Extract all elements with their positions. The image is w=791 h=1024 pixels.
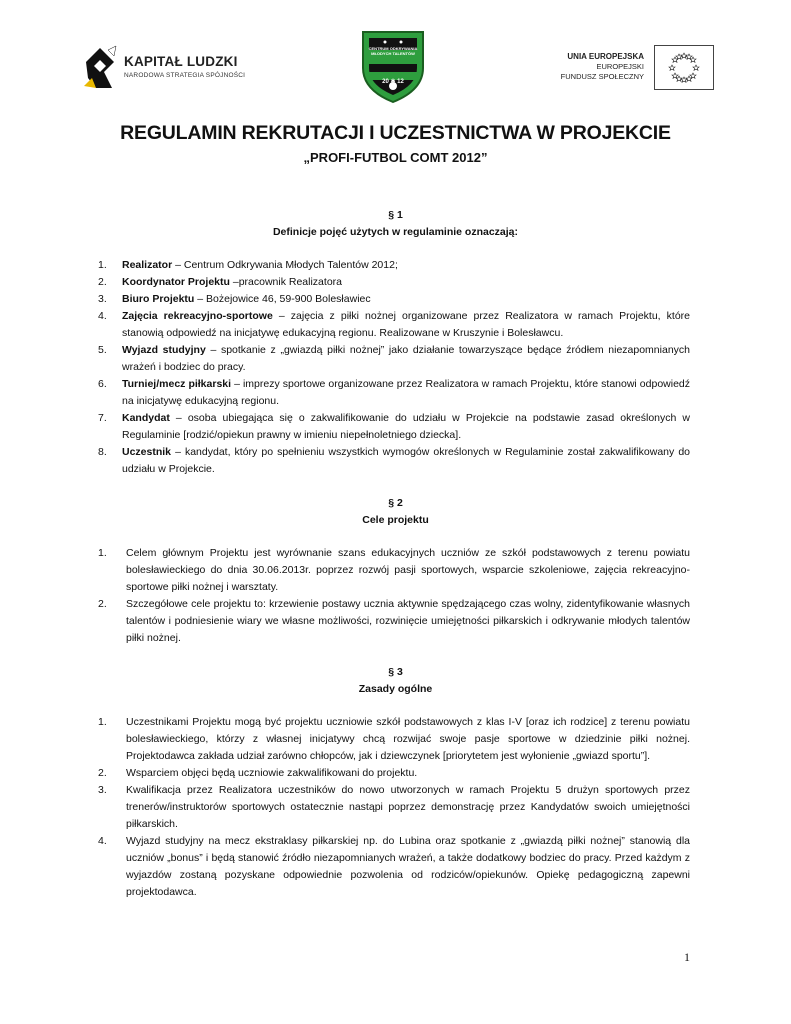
definition: – zajęcia z piłki nożnej organizowane przez Realizatora w ramach Projektu, które stanowią odpowiedź na inicjatywę edukacyjną regionu. Realizowane w Kruszynie i Bolesławcu. [122, 310, 690, 339]
page-number: 1 [684, 950, 690, 964]
section-3-heading: Zasady ogólne [358, 683, 433, 695]
definitions-list [98, 257, 690, 478]
eu-label [520, 52, 644, 82]
term: Realizator [122, 259, 173, 271]
item-number: 4. [98, 835, 107, 847]
definition: –pracownik Realizatora [229, 276, 342, 288]
eu-line-3: FUNDUSZ SPOŁECZNY [560, 72, 644, 81]
kapital-ludzki-logo [82, 44, 246, 92]
item-text: Szczegółowe cele projektu to: krzewienie postawy ucznia aktywnie spędzającego czas wolny, zidentyfikowanie własnych talentów i podniesienie wiary we własne możliwości, rozwinięcie umiejętności piłkarskich i odkrywanie młodych talentów piłki nożnej. [126, 598, 690, 644]
term: Uczestnik [122, 446, 172, 458]
term: Kandydat [122, 412, 170, 424]
item-text: Celem głównym Projektu jest wyrównanie szans edukacyjnych uczniów ze szkół podstawowych z terenu powiatu bolesławieckiego do dnia 30.06.2013r. poprzez rozwój pasji sportowych, wsparcie szkoleniowe, zajęcia rekreacyjno-sportowe piłki nożnej i warsztaty. [126, 547, 690, 593]
item-number: 8. [98, 446, 107, 458]
list-item [98, 833, 690, 901]
crest-label: CENTRUM ODKRYWANIA MŁODYCH TALENTÓW [368, 46, 418, 56]
crest-year: 20 ✱ 12 [382, 79, 404, 85]
list-item [98, 376, 690, 410]
item-number: 2. [98, 276, 107, 288]
section-1-heading: Definicje pojęć użytych w regulaminie oznaczają: [272, 226, 519, 238]
document-subtitle: „PROFI-FUTBOL COMT 2012” [303, 150, 488, 165]
section-1-mark: § 1 [388, 209, 403, 221]
definition: – Centrum Odkrywania Młodych Talentów 2012; [172, 259, 398, 271]
kapital-ludzki-subtitle: NARODOWA STRATEGIA SPÓJNOŚCI [124, 72, 246, 79]
rules-list [98, 714, 690, 901]
eu-line-1: UNIA EUROPEJSKA [567, 52, 644, 61]
list-item [98, 765, 690, 782]
section-3-mark: § 3 [388, 666, 403, 678]
term: Zajęcia rekreacyjno-sportowe [122, 310, 273, 322]
section-2-mark: § 2 [388, 497, 403, 509]
kapital-ludzki-title: KAPITAŁ LUDZKI [124, 54, 238, 69]
definition: – Bożejowice 46, 59-900 Bolesławiec [194, 293, 371, 305]
item-number: 3. [98, 784, 107, 796]
section-2-heading: Cele projektu [362, 514, 429, 526]
kapital-ludzki-mark-icon [82, 44, 118, 90]
item-text: Wyjazd studyjny na mecz ekstraklasy piłkarskiej np. do Lubina oraz spotkanie z „gwiazdą piłki nożnej” stanowią dla uczniów „bonus” i będą stanowić źródło niezapomnianych wrażeń, a także dodatkowy bodziec do pracy. Przed każdym z wyjazdów zostaną pozyskane odpowiednie pozwolenia od rodziców/opiekunów. Opiekę pedagogiczną zapewni projektodawca. [126, 835, 690, 898]
term: Turniej/mecz piłkarski [122, 378, 232, 390]
list-item [98, 444, 690, 478]
list-item [98, 308, 690, 342]
document-title: REGULAMIN REKRUTACJI I UCZESTNICTWA W PROJEKCIE [120, 122, 671, 144]
list-item [98, 714, 690, 765]
definition: – osoba ubiegająca się o zakwalifikowanie do udziału w Projekcie na podstawie zasad określonych w Regulaminie [rodzić/opiekun prawny w imieniu niepełnoletniego dziecka]. [122, 412, 690, 441]
eu-line-2: EUROPEJSKI [596, 62, 644, 71]
definition: – spotkanie z „gwiazdą piłki nożnej” jako działanie towarzyszące będące źródłem niezapomnianych wrażeń i bodziec do pracy. [122, 344, 690, 373]
list-item [98, 782, 690, 833]
list-item [98, 257, 690, 274]
list-item [98, 291, 690, 308]
list-item [98, 410, 690, 444]
definition: – imprezy sportowe organizowane przez Realizatora w ramach Projektu, które stanowi odpowiedź na inicjatywę edukacyjną regionu. [122, 378, 690, 407]
item-number: 1. [98, 259, 107, 271]
item-number: 5. [98, 344, 107, 356]
page-header [0, 0, 791, 110]
list-item [98, 596, 690, 647]
term: Biuro Projektu [122, 293, 195, 305]
list-item [98, 545, 690, 596]
item-number: 1. [98, 716, 107, 728]
item-text: Uczestnikami Projektu mogą być projektu uczniowie szkół podstawowych z klas I-V [oraz ich rodzice] z terenu powiatu bolesławieckiego, którzy z własnej inicjatywy chcą rozwijać swoje pasje sportowe w dziedzinie piłki nożnej. Projektodawca zakłada udział zarówno chłopców, jak i dziewczynek [priorytetem jest wyłonienie „gwiazd sportu”]. [126, 716, 690, 762]
item-number: 4. [98, 310, 107, 322]
item-number: 2. [98, 767, 107, 779]
item-number: 2. [98, 598, 107, 610]
eu-flag-icon [654, 45, 714, 90]
item-number: 1. [98, 547, 107, 559]
item-number: 6. [98, 378, 107, 390]
item-number: 7. [98, 412, 107, 424]
list-item [98, 342, 690, 376]
definition: – kandydat, który po spełnieniu wszystkich wymogów określonych w Regulaminie został zakwalifikowany do udziału w Projekcie. [122, 446, 690, 475]
list-item [98, 274, 690, 291]
item-text: Wsparciem objęci będą uczniowie zakwalifikowani do projektu. [126, 767, 418, 779]
term: Koordynator Projektu [122, 276, 230, 288]
item-text: Kwalifikacja przez Realizatora uczestników do nowo utworzonych w ramach Projektu 5 drużyn sportowych przez trenerów/instruktorów sportowych ostatecznie nastąpi poprzez demonstrację przez Kandydatów swoich umiejętności piłkarskich. [126, 784, 690, 830]
goals-list [98, 545, 690, 647]
club-crest-icon [359, 28, 427, 104]
term: Wyjazd studyjny [122, 344, 206, 356]
item-number: 3. [98, 293, 107, 305]
